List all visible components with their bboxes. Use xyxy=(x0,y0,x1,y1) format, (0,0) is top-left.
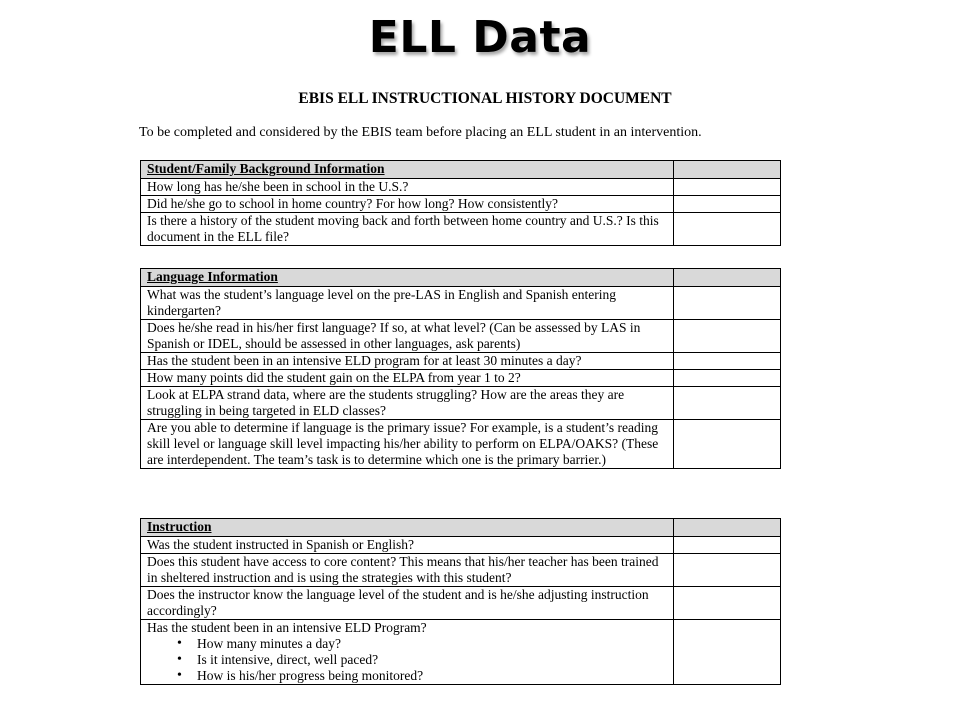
answer-cell[interactable] xyxy=(674,161,781,179)
answer-cell[interactable] xyxy=(674,420,781,469)
answer-cell[interactable] xyxy=(674,269,781,287)
table-row xyxy=(141,537,781,554)
background-info-table xyxy=(140,160,781,246)
question-cell: Did he/she go to school in home country? For how long? How consistently? xyxy=(141,196,674,213)
answer-cell[interactable] xyxy=(674,287,781,320)
question-cell: Has the student been in an intensive ELD program for at least 30 minutes a day? xyxy=(141,353,674,370)
section-heading xyxy=(141,269,674,287)
table-row xyxy=(141,213,781,246)
answer-cell[interactable] xyxy=(674,587,781,620)
table-row xyxy=(141,196,781,213)
table-row xyxy=(141,420,781,469)
question-cell: Does he/she read in his/her first language? If so, at what level? (Can be assessed by LAS in Spanish or IDEL, should be assessed in other languages, ask parents) xyxy=(141,320,674,353)
question-cell: Look at ELPA strand data, where are the students struggling? How are the areas they are struggling in being targeted in ELD classes? xyxy=(141,387,674,420)
question-cell: Is there a history of the student moving back and forth between home country and U.S.? Is this document in the ELL file? xyxy=(141,213,674,246)
section-header-row xyxy=(141,519,781,537)
question-cell xyxy=(141,620,674,685)
instruction-table xyxy=(140,518,781,685)
answer-cell[interactable] xyxy=(674,519,781,537)
question-cell: How long has he/she been in school in the U.S.? xyxy=(141,179,674,196)
table-row xyxy=(141,179,781,196)
table-row xyxy=(141,620,781,685)
answer-cell[interactable] xyxy=(674,196,781,213)
question-cell: Was the student instructed in Spanish or English? xyxy=(141,537,674,554)
answer-cell[interactable] xyxy=(674,620,781,685)
section-heading xyxy=(141,519,674,537)
question-cell: Are you able to determine if language is the primary issue? For example, is a student’s reading skill level or language skill level impacting his/her ability to perform on ELPA/OAKS? (These are interdependent. The team’s task is to determine which one is the primary barrier.) xyxy=(141,420,674,469)
answer-cell[interactable] xyxy=(674,179,781,196)
section-heading-label: Instruction xyxy=(147,519,212,534)
answer-cell[interactable] xyxy=(674,537,781,554)
document-title: EBIS ELL INSTRUCTIONAL HISTORY DOCUMENT xyxy=(298,90,672,107)
sub-question-item: • How many minutes a day? xyxy=(177,636,667,652)
question-cell: How many points did the student gain on the ELPA from year 1 to 2? xyxy=(141,370,674,387)
table-row xyxy=(141,353,781,370)
answer-cell[interactable] xyxy=(674,353,781,370)
language-info-table xyxy=(140,268,781,469)
table-row xyxy=(141,554,781,587)
sub-question-item: • Is it intensive, direct, well paced? xyxy=(177,652,667,668)
section-header-row xyxy=(141,269,781,287)
slide-title: ELL Data xyxy=(368,12,592,63)
answer-cell[interactable] xyxy=(674,213,781,246)
answer-cell[interactable] xyxy=(674,370,781,387)
answer-cell[interactable] xyxy=(674,554,781,587)
table-row xyxy=(141,320,781,353)
question-text: Has the student been in an intensive ELD Program? xyxy=(147,620,427,635)
section-heading-label: Student/Family Background Information xyxy=(147,161,385,176)
document-intro: To be completed and considered by the EBIS team before placing an ELL student in an intervention. xyxy=(139,125,702,140)
question-cell: Does this student have access to core content? This means that his/her teacher has been trained in sheltered instruction and is using the strategies with this student? xyxy=(141,554,674,587)
table-row xyxy=(141,587,781,620)
table-row xyxy=(141,287,781,320)
table-row xyxy=(141,370,781,387)
section-header-row xyxy=(141,161,781,179)
sub-question-item: • How is his/her progress being monitored? xyxy=(177,668,667,684)
table-row xyxy=(141,387,781,420)
sub-question-list xyxy=(147,636,667,684)
section-heading xyxy=(141,161,674,179)
section-heading-label: Language Information xyxy=(147,269,278,284)
question-cell: Does the instructor know the language level of the student and is he/she adjusting instruction accordingly? xyxy=(141,587,674,620)
answer-cell[interactable] xyxy=(674,387,781,420)
question-cell: What was the student’s language level on the pre-LAS in English and Spanish entering kindergarten? xyxy=(141,287,674,320)
answer-cell[interactable] xyxy=(674,320,781,353)
